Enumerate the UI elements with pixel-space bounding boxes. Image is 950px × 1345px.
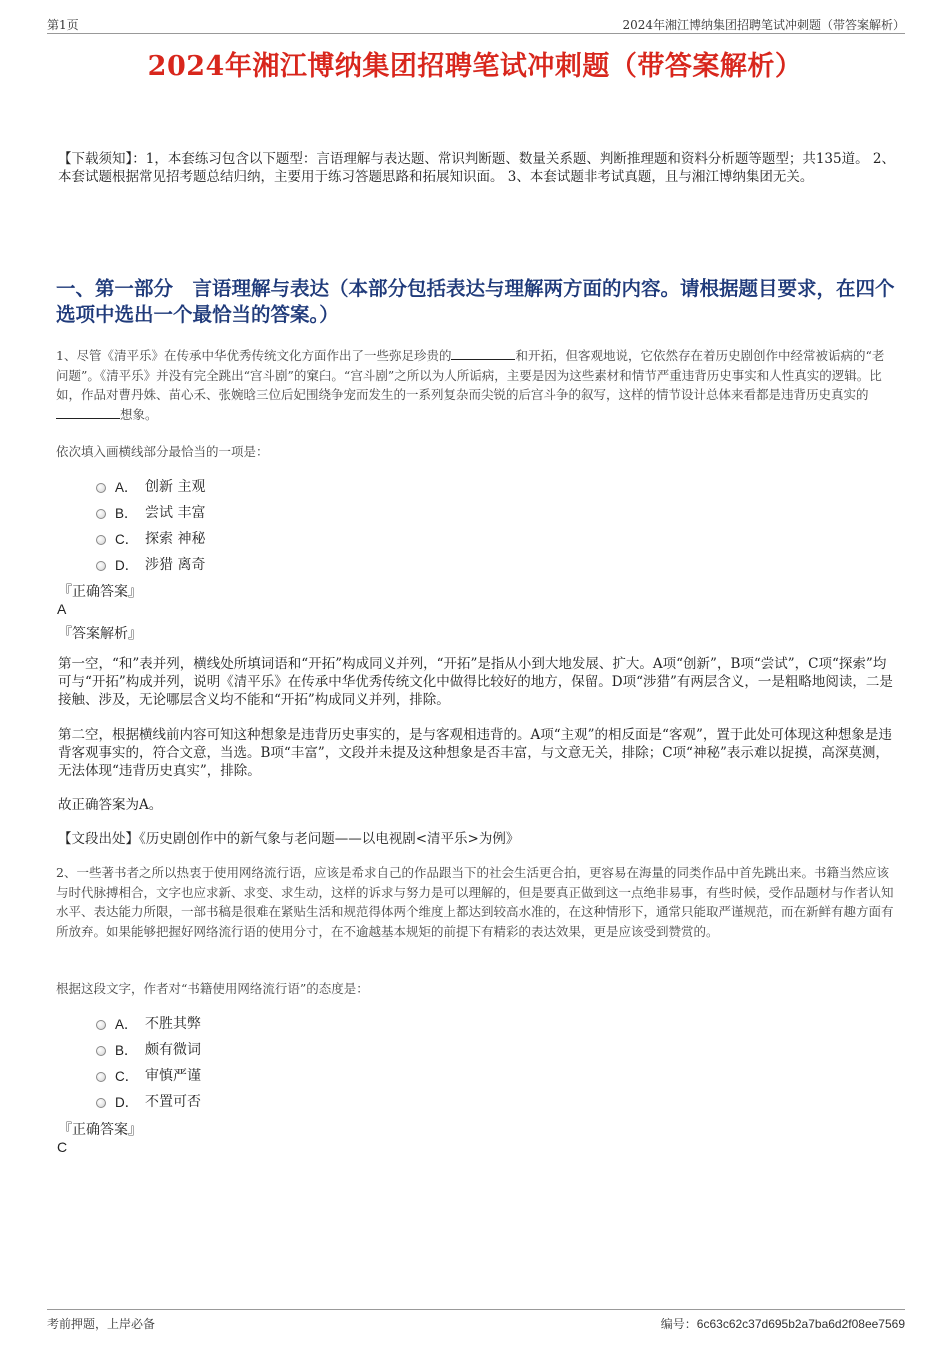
page-header xyxy=(47,15,905,34)
option-letter: B． xyxy=(115,506,138,521)
document-id xyxy=(661,1315,905,1332)
q2-option-a[interactable] xyxy=(96,1010,396,1036)
option-text: 尝试 丰富 xyxy=(145,505,206,521)
q1-answer-label: 『正确答案』 xyxy=(58,584,142,600)
q1-correct-answer: A xyxy=(57,601,67,617)
question-1-options xyxy=(96,473,396,577)
q1-text-part-a: 1、尽管《清平乐》在传承中华优秀传统文化方面作出了一些弥足珍贵的 xyxy=(56,348,452,363)
section-title: 一、第一部分 言语理解与表达（本部分包括表达与理解两方面的内容。请根据题目要求，在四个选项中选出一个最恰当的答案。） xyxy=(56,277,895,326)
footer-slogan: 考前押题，上岸必备 xyxy=(47,1317,156,1331)
option-text: 不置可否 xyxy=(145,1094,201,1110)
q2-correct-answer: C xyxy=(57,1139,68,1155)
question-1-prompt: 依次填入画横线部分最恰当的一项是： xyxy=(56,444,269,459)
question-2-prompt: 根据这段文字，作者对“书籍使用网络流行语”的态度是： xyxy=(56,981,369,996)
option-letter: D． xyxy=(115,558,139,573)
option-text: 探索 神秘 xyxy=(145,531,206,547)
download-notice: 【下载须知】：1，本套练习包含以下题型：言语理解与表达题、常识判断题、数量关系题、判断推理题和资料分析题等题型；共135道。 2、本套试题根据常见招考题总结归纳，主要用于练习答题思路和拓展知识面。 3、本套试题非考试真题，且与湘江博纳集团无关。 xyxy=(58,151,895,185)
option-text: 审慎严谨 xyxy=(145,1068,201,1084)
radio-icon[interactable] xyxy=(96,1020,106,1030)
q1-analysis-conclusion: 故正确答案为A。 xyxy=(58,797,163,813)
q1-option-a[interactable] xyxy=(96,473,396,499)
radio-icon[interactable] xyxy=(96,483,106,493)
q2-option-d[interactable] xyxy=(96,1088,396,1114)
q2-option-b[interactable] xyxy=(96,1036,396,1062)
radio-icon[interactable] xyxy=(96,561,106,571)
radio-icon[interactable] xyxy=(96,1046,106,1056)
radio-icon[interactable] xyxy=(96,1072,106,1082)
q1-source: 【文段出处】《历史剧创作中的新气象与老问题——以电视剧<清平乐>为例》 xyxy=(58,831,520,847)
question-1-text xyxy=(56,346,896,424)
q1-analysis-label: 『答案解析』 xyxy=(58,626,142,642)
option-text: 涉猎 离奇 xyxy=(145,557,206,573)
page-number: 第1页 xyxy=(47,18,79,32)
question-2-text: 2、一些著书者之所以热衷于使用网络流行语，应该是希求自己的作品跟当下的社会生活更合拍，更容易在海量的同类作品中首先跳出来。书籍当然应该与时代脉搏相合，文字也应求新、求变、求生动，这样的诉求与努力是可以理解的，但是要真正做到这一点绝非易事，有些时候，受作品题材与作者认知水平、表达能力所限，一部书稿是很难在紧贴生活和规范得体两个维度上都达到较高水准的，在这种情形下，通常只能取严谨规范，而在新鲜有趣方面有所放弃。如果能够把握好网络流行语的使用分寸，在不逾越基本规矩的前提下有精彩的表达效果，更是应该受到赞赏的。 xyxy=(56,865,894,939)
option-letter: A． xyxy=(115,480,138,495)
fill-blank-1 xyxy=(451,347,515,360)
option-letter: D． xyxy=(115,1095,139,1110)
q1-analysis-paragraph-2: 第二空，根据横线前内容可知这种想象是违背历史事实的，是与客观相违背的。A项“主观”的相反面是“客观”，置于此处可体现这种想象是违背客观事实的，符合文意，当选。B项“丰富”，文段并未提及这种想象是否丰富，与文意无关，排除；C项“神秘”表示难以捉摸，高深莫测，无法体现“违背历史真实”，排除。 xyxy=(58,727,892,779)
header-doc-title: 2024年湘江博纳集团招聘笔试冲刺题（带答案解析） xyxy=(622,18,905,32)
document-title: 2024年湘江博纳集团招聘笔试冲刺题（带答案解析） xyxy=(147,51,803,82)
radio-icon[interactable] xyxy=(96,509,106,519)
q1-text-part-b: 和开拓，但客观地说，它依然存在着历史剧创作中经常被诟病的“老问题”。《清平乐》并没有完全跳出“宫斗剧”的窠臼。“宫斗剧”之所以为人所诟病，主要是因为这些素材和情节严重违背历史事实和人性真实的逻辑。比如，作品对曹丹姝、苗心禾、张婉晗三位后妃围绕争宠而发生的一系列复杂而尖锐的后宫斗争的叙写，这样的情节设计总体来看都是违背历史真实的 xyxy=(56,348,885,402)
q2-option-c[interactable] xyxy=(96,1062,396,1088)
fill-blank-2 xyxy=(56,406,120,419)
option-text: 创新 主观 xyxy=(145,479,206,495)
radio-icon[interactable] xyxy=(96,535,106,545)
q1-option-d[interactable] xyxy=(96,551,396,577)
option-letter: B． xyxy=(115,1043,138,1058)
q1-option-c[interactable] xyxy=(96,525,396,551)
q2-answer-label: 『正确答案』 xyxy=(58,1122,142,1138)
document-id-label: 编号： xyxy=(660,1317,697,1331)
q1-text-part-c: 想象。 xyxy=(120,406,158,422)
document-id-value: 6c63c62c37d695b2a7ba6d2f08ee7569 xyxy=(696,1317,905,1331)
option-text: 颇有微词 xyxy=(145,1042,201,1058)
q1-analysis-paragraph-1: 第一空，“和”表并列，横线处所填词语和“开拓”构成同义并列，“开拓”是指从小到大地发展、扩大。A项“创新”，B项“尝试”，C项“探索”均可与“开拓”构成并列，说明《清平乐》在传承中华优秀传统文化中做得比较好的地方，保留。D项“涉猎”有两层含义，一是粗略地阅读，二是接触、涉及，无论哪层含义均不能和“开拓”构成同义并列，排除。 xyxy=(58,656,893,708)
page-footer xyxy=(47,1309,905,1331)
option-letter: A． xyxy=(115,1017,138,1032)
option-text: 不胜其弊 xyxy=(145,1016,201,1032)
option-letter: C． xyxy=(115,532,139,547)
radio-icon[interactable] xyxy=(96,1098,106,1108)
question-2-options xyxy=(96,1010,396,1114)
option-letter: C． xyxy=(115,1069,139,1084)
q1-option-b[interactable] xyxy=(96,499,396,525)
